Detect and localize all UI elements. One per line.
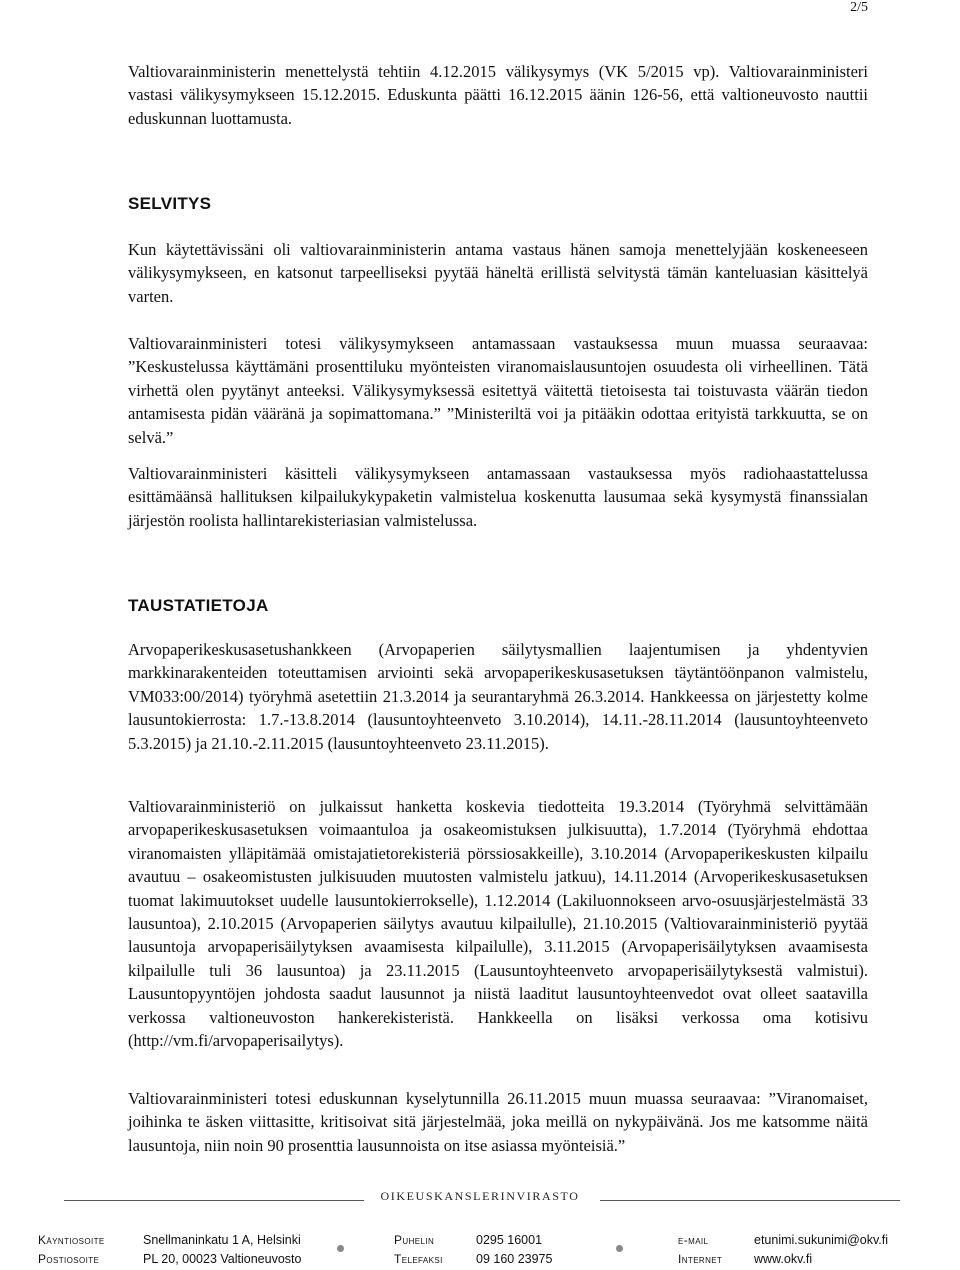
footer-visit-label: Käyntiosoite (38, 1233, 105, 1247)
footer-visit-value: Snellmaninkatu 1 A, Helsinki (143, 1233, 301, 1247)
footer-phone-value: 0295 16001 (476, 1233, 543, 1247)
footer-fax-value: 09 160 23975 (476, 1252, 553, 1266)
footer-bullet-icon (616, 1245, 623, 1252)
footer-phone-label: Puhelin (394, 1233, 435, 1247)
footer-web-value[interactable]: www.okv.fi (754, 1252, 813, 1266)
footer-email-value[interactable]: etunimi.sukunimi@okv.fi (754, 1233, 889, 1247)
paragraph-selvitys-2: Valtiovarainministeri totesi välikysymykseen antamassaan vastauksessa muun muassa seuraavaa: ”Keskustelussa käyttämäni prosenttiluku myönteisten viranomaislausuntojen osuudesta oli virheellinen. Tätä virhettä olen pyytänyt anteeksi. Välikysymyksessä esitettyä väitettä tietoisesta tai toistuvasta väärän tiedon antamisesta pidän vääränä ja sopimattomana.” ”Ministeriltä voi ja pitääkin odottaa erityistä tarkkuutta, se on selvä.” (128, 334, 868, 447)
footer-web-label: Internet (678, 1252, 723, 1266)
paragraph-tausta-3: Valtiovarainministeri totesi eduskunnan kyselytunnilla 26.11.2015 muun muassa seuraavaa: ”Viranomaiset, joihinka te äsken viittasitte, kritisoivat sitä järjestelmää, joka meillä on nykypäivänä. Jos me katsomme näitä lausuntoja, niin noin 90 prosenttia lausunnoista on itse asiassa myönteisiä.” (128, 1089, 868, 1155)
paragraph-tausta-2: Valtiovarainministeriö on julkaissut hanketta koskevia tiedotteita 19.3.2014 (Työryhmä selvittämään arvopaperikeskusasetuksen voimaantuloa ja osakeomistuksen julkisuutta), 1.7.2014 (Työryhmä ehdottaa viranomaisten ylläpitämää omistajatietorekisteriä pörssiosakkeille), 3.10.2014 (Arvopaperikeskusten kilpailu avautuu – osakeomistusten julkisuuden muutosten valmistelu jatkuu), 14.11.2014 (Arvoperikeskusasetuksen tuomat lakimuutokset uudelle lausuntokierrokselle), 1.12.2014 (Lakiluonnokseen arvo-osuusjärjestelmästä 33 lausuntoa), 2.10.2015 (Arvopaperien säilytys avautuu kilpailulle), 21.10.2015 (Valtiovarainministeriö pyytää lausuntoja arvopaperisäilytyksen avaamisesta kilpailulle), 3.11.2015 (Arvopaperisäilytyksen avaamisesta kilpailulle tuli 36 lausuntoa) ja 23.11.2015 (Lausuntoyhteenveto arvopaperisäilytyksestä valmistui). Lausuntopyyntöjen johdosta saadut lausunnot ja niistä laaditut lausuntoyhteenvedot ovat olleet saatavilla verkossa valtioneuvoston hankerekisteristä. Hankkeella on lisäksi verkossa oma kotisivu (http://vm.fi/arvopaperisailytys). (128, 797, 868, 1051)
footer-row-2 (38, 1252, 918, 1270)
footer-rule-left (64, 1200, 364, 1201)
footer-post-label: Postiosoite (38, 1252, 100, 1266)
footer-logo: OIKEUSKANSLERINVIRASTO (380, 1189, 580, 1203)
paragraph-tausta-1: Arvopaperikeskusasetushankkeen (Arvopaperien säilytysmallien laajentumisen ja yhdentyvien markkinarakenteiden toteuttamisen arviointi sekä arvopaperikeskusasetuksen täytäntöönpanon valmistelu, VM033:00/2014) työryhmä asetettiin 21.3.2014 ja seurantaryhmä 26.3.2014. Hankkeessa on järjestetty kolme lausuntokierrosta: 1.7.-13.8.2014 (lausuntoyhteenveto 3.10.2014), 14.11.-28.11.2014 (lausuntoyhteenveto 5.3.2015) ja 21.10.-2.11.2015 (lausuntoyhteenveto 23.11.2015). (128, 640, 868, 753)
paragraph-intro: Valtiovarainministerin menettelystä tehtiin 4.12.2015 välikysymys (VK 5/2015 vp). Valtiovarainministeri vastasi välikysymykseen 15.12.2015. Eduskunta päätti 16.12.2015 äänin 126-56, että valtioneuvosto nauttii eduskunnan luottamusta. (128, 62, 868, 128)
paragraph-selvitys-3: Valtiovarainministeri käsitteli välikysymykseen antamassaan vastauksessa myös radiohaastattelussa esittämäänsä hallituksen kilpailukykypaketin valmistelua koskenutta lausumaa sekä kysymystä finanssialan järjestön roolista hallintarekisteriasian valmistelussa. (128, 464, 868, 530)
footer-rule-right (600, 1200, 900, 1201)
footer-post-value: PL 20, 00023 Valtioneuvosto (143, 1252, 302, 1266)
footer-bullet-icon (337, 1245, 344, 1252)
page-number: 2/5 (850, 0, 868, 15)
footer-row-1 (38, 1233, 918, 1251)
paragraph-selvitys-1: Kun käytettävissäni oli valtiovarainministerin antama vastaus hänen samoja menettelyjään koskeneeseen välikysymykseen, en katsonut tarpeelliseksi pyytää häneltä erillistä selvitystä tämän kanteluasian käsittelyä varten. (128, 240, 868, 306)
footer-email-label: e-mail (678, 1233, 709, 1247)
footer-fax-label: Telefaksi (394, 1252, 443, 1266)
heading-selvitys: SELVITYS (128, 194, 212, 213)
heading-taustatietoja: TAUSTATIETOJA (128, 596, 269, 615)
